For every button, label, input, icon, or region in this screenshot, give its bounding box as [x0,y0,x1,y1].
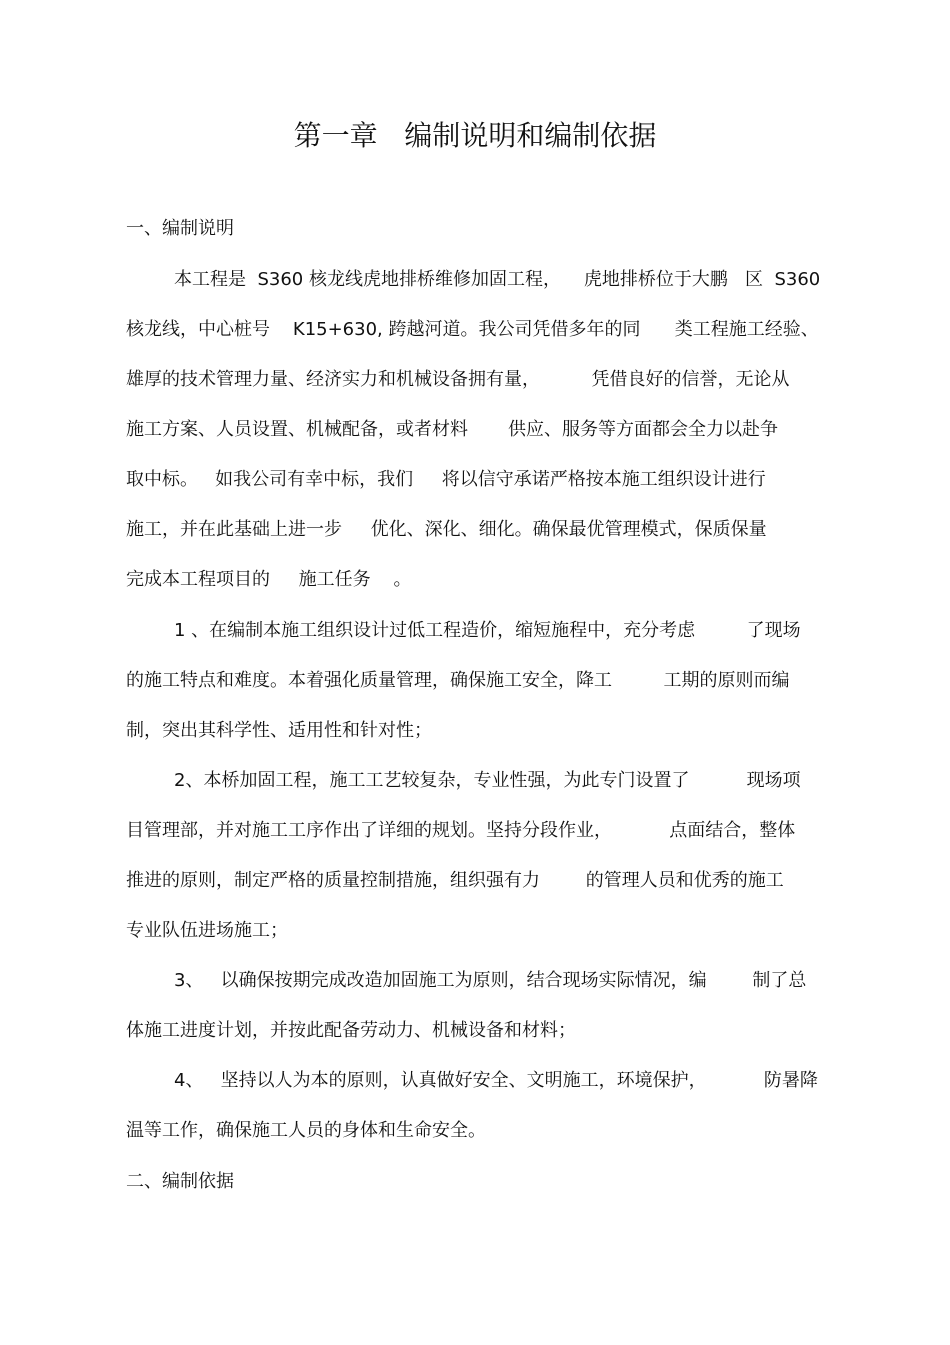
paragraph-line: 施工方案、人员设置、机械配备，或者材料 供应、服务等方面都会全力以赴争 [126,419,779,440]
list-item-line: 4、 坚持以人为本的原则，认真做好安全、文明施工，环境保护， 防暑降 [174,1070,818,1091]
list-item-line: 的施工特点和难度。本着强化质量管理，确保施工安全，降工 工期的原则而编 [126,670,790,691]
paragraph-line: 施工，并在此基础上进一步 优化、深化、细化。确保最优管理模式，保质保量 [126,519,767,540]
list-item-line: 体施工进度计划，并按此配备劳动力、机械设备和材料； [126,1020,576,1041]
page-title: 第一章 编制说明和编制依据 [293,119,657,152]
list-item-line: 2、本桥加固工程，施工工艺较复杂，专业性强，为此专门设置了 现场项 [174,770,801,791]
paragraph-line: 完成本工程项目的 施工任务 。 [126,569,412,590]
list-item-line: 3、 以确保按期完成改造加固施工为原则，结合现场实际情况，编 制了总 [174,970,807,991]
list-item-line: 制，突出其科学性、适用性和针对性； [126,720,432,741]
section-heading-explanation: 一、编制说明 [126,218,234,239]
list-item-line: 1 、在编制本施工组织设计过低工程造价，缩短施程中，充分考虑 了现场 [174,620,801,641]
paragraph-line: 核龙线，中心桩号 K15+630, 跨越河道。我公司凭借多年的同 类工程施工经验、 [126,319,819,340]
list-item-line: 温等工作，确保施工人员的身体和生命安全。 [126,1120,486,1141]
paragraph-line: 雄厚的技术管理力量、经济实力和机械设备拥有量， 凭借良好的信誉，无论从 [126,369,790,390]
paragraph-line: 取中标。 如我公司有幸中标，我们 将以信守承诺严格按本施工组织设计进行 [126,469,766,490]
list-item-line: 推进的原则，制定严格的质量控制措施，组织强有力 的管理人员和优秀的施工 [126,870,784,891]
list-item-line: 目管理部，并对施工工序作出了详细的规划。坚持分段作业， 点面结合，整体 [126,820,796,841]
list-item-line: 专业队伍进场施工； [126,920,288,941]
section-heading-basis: 二、编制依据 [126,1171,234,1192]
paragraph-line: 本工程是 S360 核龙线虎地排桥维修加固工程， 虎地排桥位于大鹏 区 S360 [174,269,821,290]
